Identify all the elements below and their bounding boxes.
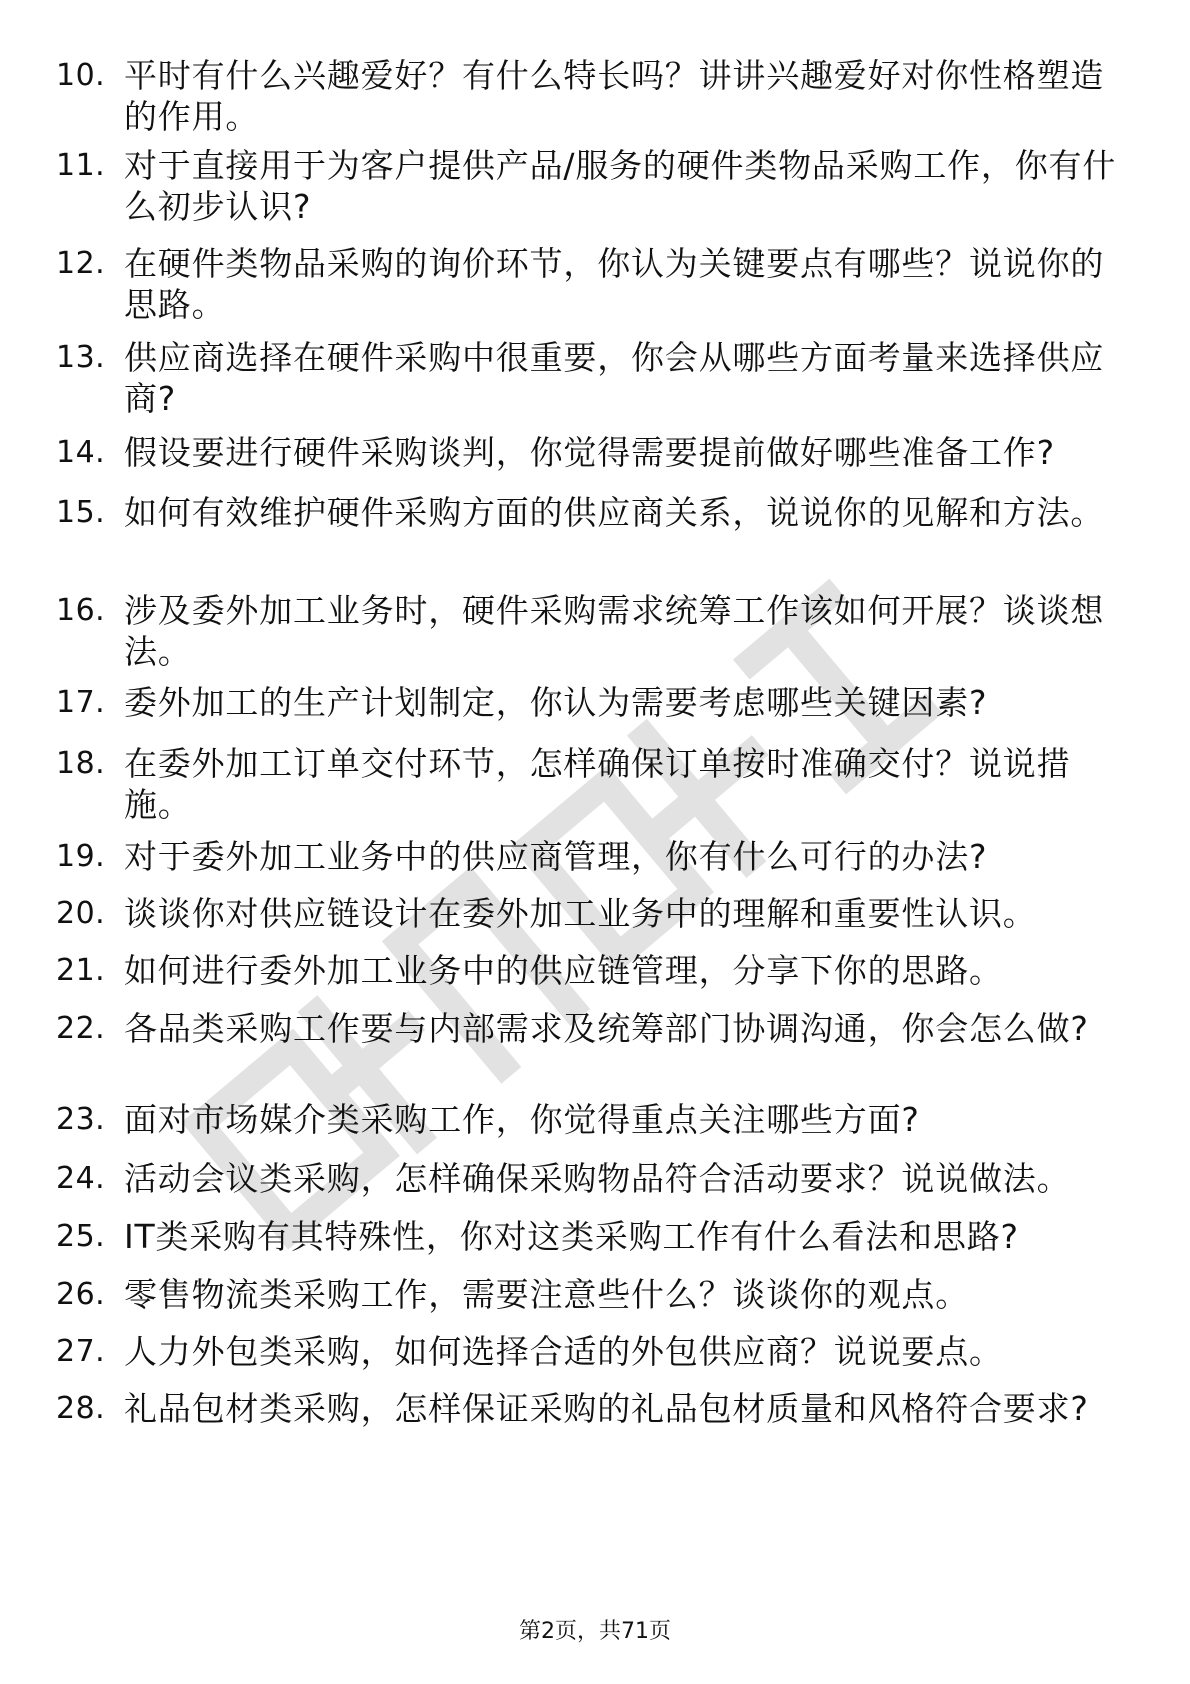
question-text: 如何有效维护硬件采购方面的供应商关系，说说你的见解和方法。 <box>124 493 1105 532</box>
question-text: 零售物流类采购工作，需要注意些什么？谈谈你的观点。 <box>124 1275 969 1314</box>
question-number: 22. <box>56 1011 106 1046</box>
question-number: 25. <box>56 1219 106 1254</box>
question-text: 委外加工的生产计划制定，你认为需要考虑哪些关键因素? <box>124 683 988 722</box>
question-text: IT类采购有其特殊性，你对这类采购工作有什么看法和思路? <box>124 1217 1019 1256</box>
question-number: 27. <box>56 1334 106 1369</box>
question-text: 平时有什么兴趣爱好？有什么特长吗？讲讲兴趣爱好对你性格塑造的作用。 <box>124 56 1105 136</box>
page-number: 第2页，共71页 <box>519 1619 671 1644</box>
question-number: 14. <box>56 435 106 470</box>
question-number: 10. <box>56 58 106 93</box>
question-number: 28. <box>56 1391 106 1426</box>
question-text: 面对市场媒介类采购工作，你觉得重点关注哪些方面? <box>124 1100 920 1139</box>
question-number: 15. <box>56 495 106 530</box>
question-text: 供应商选择在硬件采购中很重要，你会从哪些方面考量来选择供应商? <box>124 338 1105 418</box>
question-text: 如何进行委外加工业务中的供应链管理，分享下你的思路。 <box>124 951 1003 990</box>
question-number: 18. <box>56 746 106 781</box>
question-text: 活动会议类采购，怎样确保采购物品符合活动要求？说说做法。 <box>124 1159 1071 1198</box>
question-number: 26. <box>56 1277 106 1312</box>
question-number: 21. <box>56 953 106 988</box>
question-text: 谈谈你对供应链设计在委外加工业务中的理解和重要性认识。 <box>124 894 1037 933</box>
question-text: 对于委外加工业务中的供应商管理，你有什么可行的办法? <box>124 837 988 876</box>
question-text: 涉及委外加工业务时，硬件采购需求统筹工作该如何开展？谈谈想法。 <box>124 591 1105 671</box>
question-text: 人力外包类采购，如何选择合适的外包供应商？说说要点。 <box>124 1332 1003 1371</box>
question-text: 在委外加工订单交付环节，怎样确保订单按时准确交付？说说措施。 <box>124 744 1071 824</box>
question-text: 对于直接用于为客户提供产品/服务的硬件类物品采购工作，你有什么初步认识? <box>124 146 1117 226</box>
question-number: 11. <box>56 148 106 183</box>
question-number: 12. <box>56 246 106 281</box>
question-text: 假设要进行硬件采购谈判，你觉得需要提前做好哪些准备工作? <box>124 433 1055 472</box>
question-text: 礼品包材类采购，怎样保证采购的礼品包材质量和风格符合要求? <box>124 1389 1089 1428</box>
question-number: 17. <box>56 685 106 720</box>
question-number: 23. <box>56 1102 106 1137</box>
question-number: 19. <box>56 839 106 874</box>
question-number: 13. <box>56 340 106 375</box>
question-text: 在硬件类物品采购的询价环节，你认为关键要点有哪些？说说你的思路。 <box>124 244 1105 324</box>
question-text: 各品类采购工作要与内部需求及统筹部门协调沟通，你会怎么做? <box>124 1009 1089 1048</box>
question-number: 16. <box>56 593 106 628</box>
question-number: 24. <box>56 1161 106 1196</box>
question-number: 20. <box>56 896 106 931</box>
